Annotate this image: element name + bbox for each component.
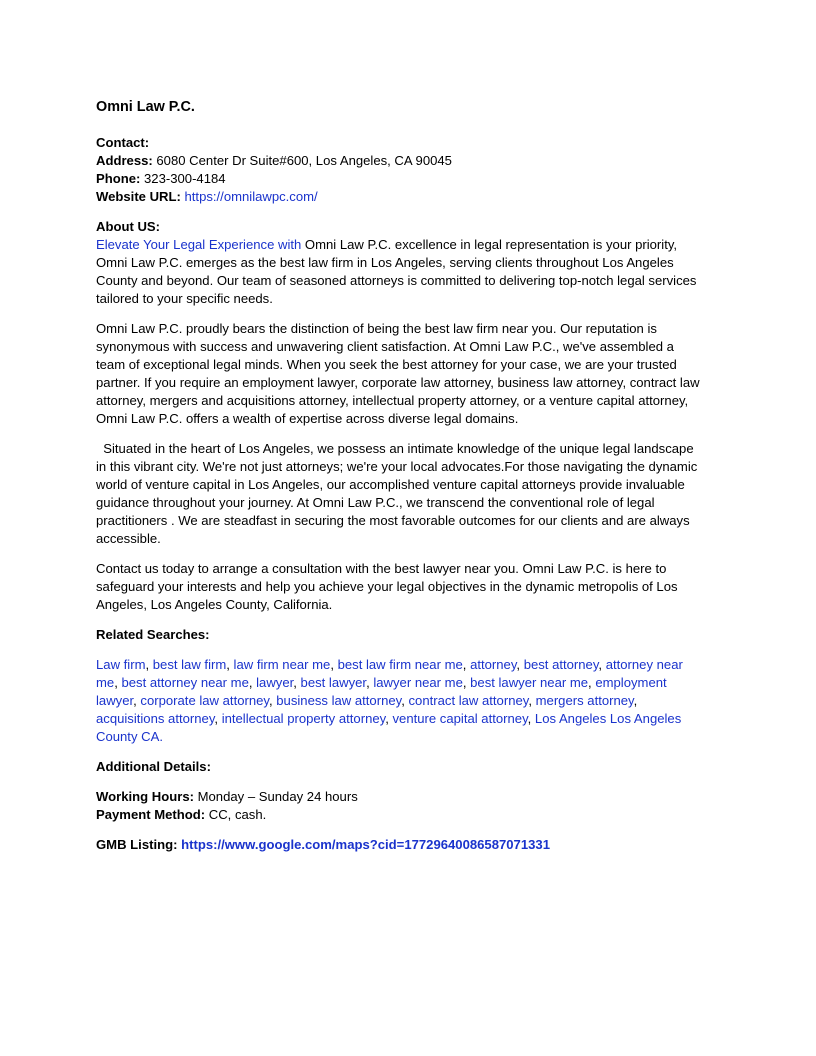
about-paragraph-3: Situated in the heart of Los Angeles, we possess an intimate knowledge of the unique legal landscape in this vibrant city. We're not just attorneys; we're your local advocates.For those navigating the dynamic world of venture capital in Los Angeles, our accomplished venture capital attorneys provide invaluable guidance throughout your journey. At Omni Law P.C., we transcend the conventional role of legal practitioners . We are steadfast in securing the most favorable outcomes for our clients and are always accessible. bbox=[96, 441, 698, 546]
related-search-link[interactable]: best law firm bbox=[152, 657, 227, 672]
related-search-link[interactable]: best attorney near me bbox=[121, 675, 249, 690]
website-link[interactable]: https://omnilawpc.com/ bbox=[184, 189, 318, 204]
related-search-link[interactable]: attorney bbox=[470, 657, 517, 672]
gmb-link[interactable]: https://www.google.com/maps?cid=17729640086587071331 bbox=[181, 837, 550, 852]
website-line bbox=[96, 188, 706, 206]
about-text-1: Omni Law P.C. excellence in legal representation is your priority, Omni Law P.C. emerges as the best law firm in Los Angeles, serving clients throughout Los Angeles County and beyond. Our team of seasoned attorneys is committed to delivering top-notch legal services tailored to your specific needs. bbox=[96, 237, 697, 306]
related-search-link[interactable]: employment lawyer bbox=[96, 675, 667, 708]
contact-heading: Contact: bbox=[96, 135, 150, 150]
website-label: Website URL: bbox=[96, 189, 181, 204]
additional-heading-text: Additional Details: bbox=[96, 759, 211, 774]
related-heading bbox=[96, 626, 706, 644]
payment-line bbox=[96, 806, 706, 824]
gmb-label: GMB Listing: bbox=[96, 837, 178, 852]
related-search-link[interactable]: best lawyer near me bbox=[470, 675, 589, 690]
related-heading-text: Related Searches: bbox=[96, 627, 210, 642]
hours-line bbox=[96, 788, 706, 806]
related-search-link[interactable]: contract law attorney bbox=[408, 693, 529, 708]
related-search-link[interactable]: best lawyer bbox=[300, 675, 367, 690]
about-paragraph-2: Omni Law P.C. proudly bears the distinction of being the best law firm near you. Our reputation is synonymous with success and unwavering client satisfaction. At Omni Law P.C., we've assembled a team of exceptional legal minds. When you seek the best attorney for your case, we are your trusted partner. If you require an employment lawyer, corporate law attorney, business law attorney, contract law attorney, mergers and acquisitions attorney, intellectual property attorney, or a venture capital attorney, Omni Law P.C. offers a wealth of expertise across diverse legal domains. bbox=[96, 321, 700, 426]
related-search-link[interactable]: Los Angeles Los Angeles County CA bbox=[96, 711, 682, 744]
related-search-link[interactable]: Law firm bbox=[96, 657, 146, 672]
about-paragraph-4: Contact us today to arrange a consultation with the best lawyer near you. Omni Law P.C. is here to safeguard your interests and help you achieve your legal objectives in the dynamic metropolis of Los Angeles, Los Angeles County, California. bbox=[96, 561, 678, 612]
related-search-link[interactable]: business law attorney bbox=[276, 693, 402, 708]
address-value: 6080 Center Dr Suite#600, Los Angeles, CA 90045 bbox=[152, 153, 452, 168]
related-search-link[interactable]: best attorney bbox=[523, 657, 599, 672]
address-label: Address: bbox=[96, 153, 153, 168]
related-search-link[interactable]: acquisitions attorney bbox=[96, 711, 215, 726]
page-title: Omni Law P.C. bbox=[96, 99, 195, 115]
gmb-line bbox=[96, 836, 706, 854]
related-search-link[interactable]: intellectual property attorney bbox=[221, 711, 386, 726]
about-heading: About US: bbox=[96, 219, 160, 234]
related-search-link[interactable]: law firm near me bbox=[233, 657, 331, 672]
related-search-link[interactable]: best law firm near me bbox=[337, 657, 463, 672]
phone-label: Phone: bbox=[96, 171, 141, 186]
related-search-link[interactable]: lawyer bbox=[256, 675, 294, 690]
related-links: Law firm, best law firm, law firm near me, best law firm near me, attorney, best attorney, attorney near me, best attorney near me, lawyer, best lawyer, lawyer near me, best lawyer near me, employment lawyer, corporate law attorney, business law attorney, contract law attorney, mergers attorney, acquisitions attorney, intellectual property attorney, venture capital attorney, Los Angeles Los Angeles County CA. bbox=[96, 657, 683, 744]
additional-details bbox=[96, 788, 706, 824]
contact-section bbox=[96, 134, 706, 206]
about-intro-link[interactable]: Elevate Your Legal Experience with bbox=[96, 237, 302, 252]
payment-label: Payment Method: bbox=[96, 807, 206, 822]
related-search-link[interactable]: lawyer near me bbox=[373, 675, 463, 690]
hours-label: Working Hours: bbox=[96, 789, 194, 804]
about-paragraph-1 bbox=[96, 218, 706, 308]
related-search-link[interactable]: corporate law attorney bbox=[140, 693, 269, 708]
address-line bbox=[96, 152, 706, 170]
additional-heading bbox=[96, 758, 706, 776]
phone-value: 323-300-4184 bbox=[140, 171, 226, 186]
payment-value: CC, cash. bbox=[205, 807, 267, 822]
phone-line bbox=[96, 170, 706, 188]
document-page bbox=[96, 97, 706, 866]
related-search-link[interactable]: mergers attorney bbox=[535, 693, 634, 708]
related-search-link[interactable]: attorney near me bbox=[96, 657, 683, 690]
hours-value: Monday – Sunday 24 hours bbox=[193, 789, 358, 804]
related-search-link[interactable]: venture capital attorney bbox=[392, 711, 528, 726]
